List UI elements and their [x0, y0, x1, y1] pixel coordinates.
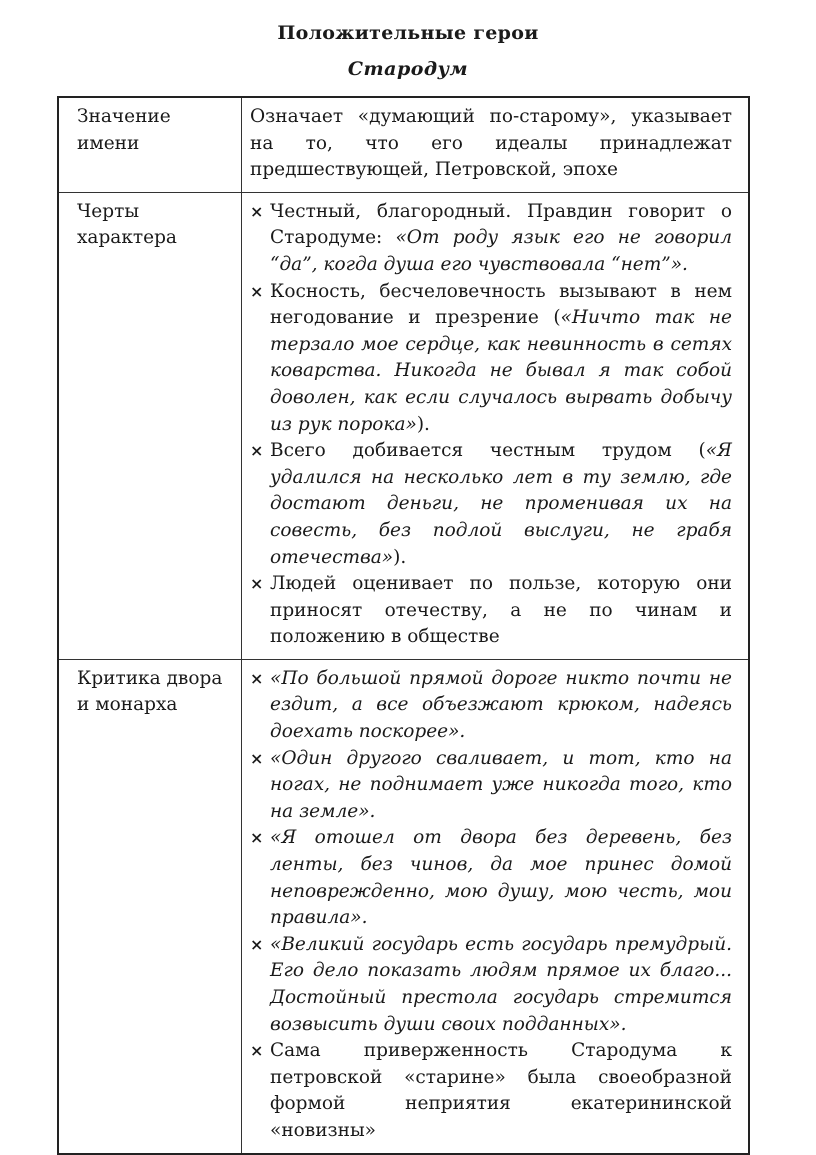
row-content-character-traits: [242, 192, 750, 659]
item-quote: «Один другого сваливает, и тот, кто на ногах, не поднимает уже никогда того, кто на земле».: [270, 747, 732, 822]
cross-bullet-icon: ×: [250, 201, 264, 221]
item-text: Людей оценивает по пользе, которую они приносят отечеству, а не по чинам и положению в обществе: [270, 573, 732, 648]
cross-bullet-icon: ×: [250, 441, 264, 461]
item-text: Сама приверженность Стародума к петровской «старине» была своеобразной формой неприятия екатерининской «новизны»: [270, 1040, 732, 1141]
row-text-name-meaning: Означает «думающий по-старому», указывает на то, что его идеалы принадлежат предшествующей, Петровской, эпохе: [242, 97, 750, 192]
cross-bullet-icon: ×: [250, 934, 264, 954]
list-item: [250, 438, 732, 571]
table-row-character-traits: [58, 192, 749, 659]
item-text-after: ).: [393, 546, 407, 568]
item-text: Всего добивается честным трудом (: [270, 440, 706, 462]
item-quote: «Я удалился на несколько лет в ту землю, где достают деньги, не променивая их на совесть, без подлой выслуги, не грабя отечества»: [270, 440, 732, 568]
list-item: [250, 571, 732, 651]
cross-bullet-icon: ×: [250, 574, 264, 594]
item-quote: «Я отошел от двора без деревень, без ленты, без чинов, да мое принес домой неповрежденно, мою душу, мою честь, мои правила».: [270, 827, 732, 929]
character-name: Стародум: [347, 58, 469, 80]
table-row-name-meaning: [58, 97, 749, 192]
cross-bullet-icon: ×: [250, 281, 264, 301]
cross-bullet-icon: ×: [250, 668, 264, 688]
list-item: [250, 825, 732, 931]
table-row-court-critique: [58, 659, 749, 1153]
row-label-character-traits: Черты характера: [58, 192, 242, 659]
list-item: [250, 932, 732, 1038]
critique-list: [250, 666, 732, 1145]
row-label-name-meaning: Значение имени: [58, 97, 242, 192]
row-label-court-critique: Критика двора и монарха: [58, 659, 242, 1153]
list-item: [250, 666, 732, 746]
traits-list: [250, 199, 732, 651]
list-item: [250, 199, 732, 279]
character-table: [57, 96, 750, 1155]
item-quote: «По большой прямой дороге никто почти не ездит, а все объезжают крюком, надеясь доехать поскорее».: [270, 667, 732, 743]
list-item: [250, 1038, 732, 1144]
item-quote: «От роду язык его не говорил “да”, когда душа его чувствовала “нет”».: [270, 227, 732, 275]
item-quote: «Ничто так не терзало мое сердце, как невинность в сетях коварства. Никогда не бывал я так собой доволен, как если случалось вырвать добычу из рук порока»: [270, 307, 732, 435]
section-title: Положительные герои: [277, 22, 539, 44]
item-text: Честный, благородный. Правдин говорит о Стародуме:: [270, 200, 732, 249]
list-item: [250, 746, 732, 826]
item-text: Косность, бесчеловечность вызывают в нем негодование и презрение (: [270, 280, 732, 329]
item-text-after: ).: [416, 413, 430, 435]
cross-bullet-icon: ×: [250, 828, 264, 848]
cross-bullet-icon: ×: [250, 1041, 264, 1061]
cross-bullet-icon: ×: [250, 748, 264, 768]
row-content-court-critique: [242, 659, 750, 1153]
list-item: [250, 279, 732, 439]
item-quote: «Великий государь есть государь премудрый. Его дело показать людям прямое их благо... Достойный престола государь стремится возвысить души своих подданных».: [270, 933, 732, 1035]
